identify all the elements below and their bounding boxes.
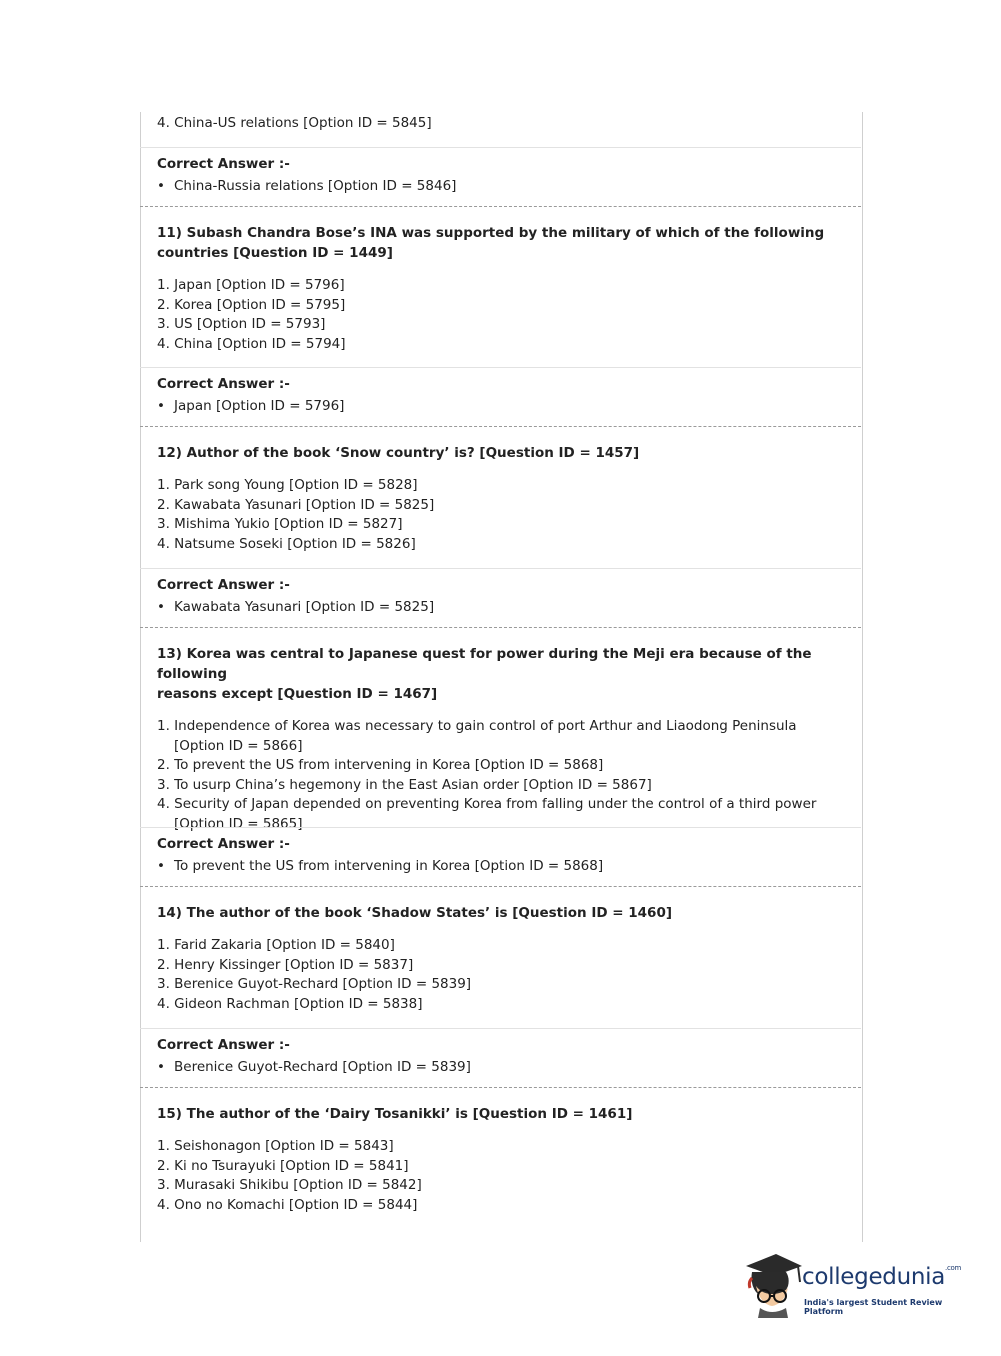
collegedunia-logo[interactable] [742, 1248, 972, 1320]
option-item: 1. Japan [Option ID = 5796] [157, 277, 345, 293]
option-item: 3. Murasaki Shikibu [Option ID = 5842] [157, 1177, 422, 1194]
correct-answer-text: • To prevent the US from intervening in Korea [Option ID = 5868] [157, 856, 841, 876]
option-item: 1. Farid Zakaria [Option ID = 5840] [157, 937, 395, 953]
correct-answer-label: Correct Answer :- [157, 156, 290, 172]
correct-answer-text: • Japan [Option ID = 5796] [157, 396, 841, 416]
question-title: 14) The author of the book ‘Shadow States’ is [Question ID = 1460] [157, 905, 673, 921]
mascot-icon [742, 1248, 806, 1320]
question-12 [140, 443, 861, 554]
options-list [157, 717, 839, 835]
question-title: 15) The author of the ‘Dairy Tosanikki’ is [Question ID = 1461] [157, 1106, 633, 1122]
option-item: 1. Independence of Korea was necessary to gain control of port Arthur and Liaodong Peninsula [Option ID = 5866] [157, 718, 797, 754]
option-item: 3. Mishima Yukio [Option ID = 5827] [157, 516, 403, 533]
question-15 [140, 1104, 861, 1215]
options-list [157, 476, 841, 554]
divider [140, 147, 861, 148]
option-item: 2. Henry Kissinger [Option ID = 5837] [157, 956, 414, 973]
question-title: 13) Korea was central to Japanese quest for power during the Meji era because of the following reasons except [Question ID = 1467] [157, 646, 812, 702]
question-14 [140, 903, 861, 1014]
correct-answer-label: Correct Answer :- [157, 1037, 290, 1053]
question-separator [140, 627, 861, 628]
q10-tail [140, 114, 861, 134]
question-title: 11) Subash Chandra Bose’s INA was supported by the military of which of the following countries [Question ID = 1449] [157, 225, 825, 261]
correct-answer-text: • China-Russia relations [Option ID = 5846] [157, 176, 841, 196]
divider [140, 367, 861, 368]
option-item: 4. Gideon Rachman [Option ID = 5838] [157, 995, 423, 1012]
option-item: 4. Natsume Soseki [Option ID = 5826] [157, 535, 416, 552]
option-item: 3. US [Option ID = 5793] [157, 316, 326, 333]
divider [140, 568, 861, 569]
question-separator [140, 886, 861, 887]
option-item: 2. Ki no Tsurayuki [Option ID = 5841] [157, 1157, 409, 1174]
option-item: 2. To prevent the US from intervening in Korea [Option ID = 5868] [157, 757, 604, 774]
question-11 [140, 223, 861, 354]
correct-answer-label: Correct Answer :- [157, 577, 290, 593]
divider [140, 827, 861, 828]
logo-wordmark: collegedunia$^{.com}$ [802, 1264, 962, 1290]
question-separator [140, 426, 861, 427]
option-item: 2. Korea [Option ID = 5795] [157, 296, 346, 313]
question-separator [140, 1087, 861, 1088]
q10-answer-block [140, 154, 861, 196]
logo-tagline: India's largest Student Review Platform [804, 1298, 943, 1316]
option-item: 3. Berenice Guyot-Rechard [Option ID = 5839] [157, 976, 472, 993]
question-separator [140, 206, 861, 207]
q13-answer-block [140, 834, 861, 876]
option-item: 3. To usurp China’s hegemony in the East Asian order [Option ID = 5867] [157, 776, 652, 793]
question-title: 12) Author of the book ‘Snow country’ is? [Question ID = 1457] [157, 445, 640, 461]
option-item: 1. Seishonagon [Option ID = 5843] [157, 1138, 394, 1154]
option-item: 4. China-US relations [Option ID = 5845] [157, 115, 432, 131]
question-13 [140, 644, 861, 835]
options-list [157, 936, 841, 1014]
correct-answer-label: Correct Answer :- [157, 836, 290, 852]
option-item: 4. China [Option ID = 5794] [157, 335, 346, 352]
options-list [157, 276, 841, 354]
correct-answer-text: • Kawabata Yasunari [Option ID = 5825] [157, 597, 841, 617]
option-item: 4. Security of Japan depended on preventing Korea from falling under the control of a third power [Option ID = 5865] [157, 796, 817, 832]
correct-answer-label: Correct Answer :- [157, 376, 290, 392]
q12-answer-block [140, 575, 861, 617]
option-item: 1. Park song Young [Option ID = 5828] [157, 477, 418, 493]
q14-answer-block [140, 1035, 861, 1077]
option-item: 2. Kawabata Yasunari [Option ID = 5825] [157, 496, 435, 513]
correct-answer-text: • Berenice Guyot-Rechard [Option ID = 5839] [157, 1057, 841, 1077]
options-list [157, 1137, 841, 1215]
option-item: 4. Ono no Komachi [Option ID = 5844] [157, 1196, 418, 1213]
divider [140, 1028, 861, 1029]
q11-answer-block [140, 374, 861, 416]
